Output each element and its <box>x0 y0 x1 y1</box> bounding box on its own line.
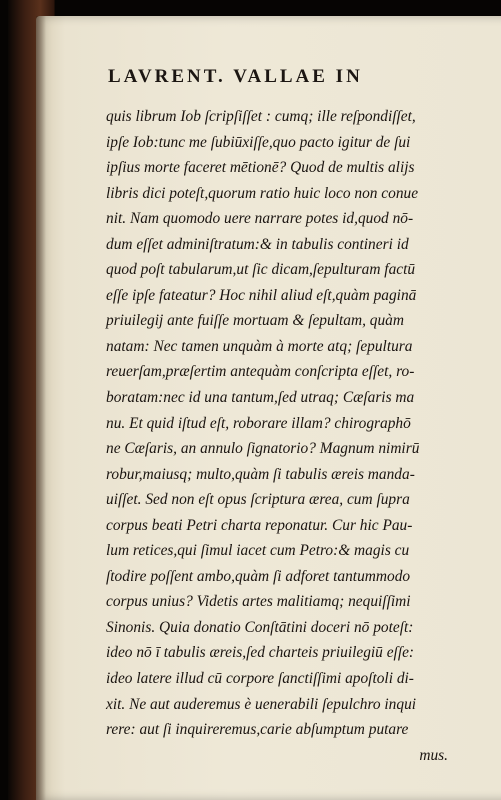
text-line: corpus beati Petri charta reponatur. Cur hic Pau- <box>106 516 413 534</box>
text-line: ideo latere illud cū corpore ſanctiſſimi apoſtoli di- <box>106 670 414 688</box>
text-line: rere: aut ſi inquireremus,carie abſumptum putare <box>106 721 409 739</box>
text-block <box>106 104 448 768</box>
text-line: nit. Nam quomodo uere narrare potes id,quod nō- <box>106 210 414 228</box>
text-line: lum retices,qui ſimul iacet cum Petro:& magis cu <box>106 542 410 560</box>
text-line: dum eſſet adminiſtratum:& in tabulis contineri id <box>106 235 409 253</box>
text-line: priuilegij ante fuiſſe mortuam & ſepultam, quàm <box>106 312 404 330</box>
text-line: reuerſam,præſertim antequàm conſcripta eſſet, ro- <box>106 363 415 381</box>
text-line: ideo nō ī tabulis æreis,ſed charteis priuilegiū eſſe: <box>106 644 415 662</box>
text-line: xit. Ne aut auderemus è uenerabili ſepulchro inqui <box>106 695 417 713</box>
text-line: libris dici poteſt,quorum ratio huic loco non conue <box>106 184 419 202</box>
text-line: natam: Nec tamen unquàm à morte atq; ſepultura <box>106 337 413 355</box>
text-line: ne Cæſaris, an annulo ſignatorio? Magnum nimirū <box>106 440 420 458</box>
text-line: uiſſet. Sed non eſt opus ſcriptura ærea, cum ſupra <box>106 491 410 509</box>
gutter-shadow <box>36 16 46 800</box>
text-line: quis librum Iob ſcripſiſſet : cumq; ille reſpondiſſet, <box>106 108 416 125</box>
text-line: eſſe ipſe fateatur? Hoc nihil aliud eſt,quàm paginā <box>106 286 417 304</box>
text-line: ipſe Iob:tunc me ſubiūxiſſe,quo pacto igitur de ſui <box>106 133 411 151</box>
text-line: robur,maiusq; multo,quàm ſi tabulis æreis manda- <box>106 465 415 483</box>
text-line: nu. Et quid iſtud eſt, roborare illam? chirographō <box>106 414 411 432</box>
text-line: Sinonis. Quia donatio Conſtātini doceri nō poteſt: <box>106 618 414 636</box>
text-line: boratam:nec id una tantum,ſed utraq; Cæſaris ma <box>106 389 415 407</box>
text-line: mus. <box>419 746 448 764</box>
text-line: ipſius morte faceret mētionē? Quod de multis alijs <box>106 159 415 177</box>
text-line: corpus unius? Videtis artes malitiamq; nequiſſimi <box>106 593 411 611</box>
text-line: ſtodire poſſent ambo,quàm ſi adforet tantummodo <box>106 567 411 585</box>
text-line: quod poſt tabularum,ut ſic dicam,ſepulturam factū <box>106 261 416 279</box>
running-head: LAVRENT. VALLAE IN <box>108 66 363 87</box>
